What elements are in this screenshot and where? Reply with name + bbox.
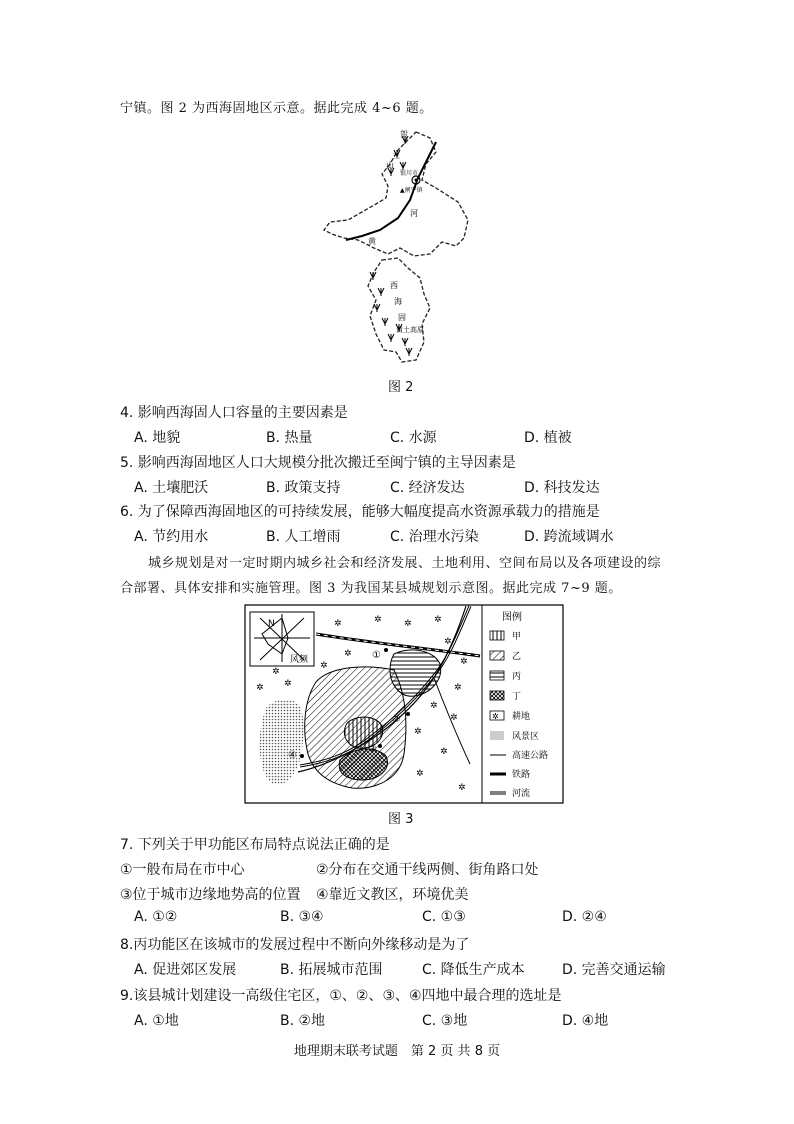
svg-text:✲: ✲ xyxy=(450,713,458,723)
label-river: 河 xyxy=(410,209,418,218)
page-footer: 地理期末联考试题 第 2 页 共 8 页 xyxy=(293,1044,501,1059)
q7-option-b[interactable]: B. ③④ xyxy=(280,909,324,925)
wind-label: 风频 xyxy=(290,655,309,665)
label-shan: 山 xyxy=(386,161,394,170)
figure-2-map xyxy=(318,128,478,368)
legend-ding: 丁 xyxy=(512,692,522,702)
svg-text:✲: ✲ xyxy=(414,727,422,737)
q6-option-b[interactable]: B. 人工增雨 xyxy=(266,529,341,545)
legend-jia: 甲 xyxy=(512,632,522,642)
legend-railway: 铁路 xyxy=(512,770,531,780)
label-huang: 黄 xyxy=(368,237,376,246)
svg-text:✲: ✲ xyxy=(434,615,442,625)
label-he: 贺 xyxy=(400,130,408,139)
svg-text:✲: ✲ xyxy=(284,679,292,689)
svg-text:✲: ✲ xyxy=(404,619,412,629)
q5-option-c[interactable]: C. 经济发达 xyxy=(390,480,465,496)
svg-text:✲: ✲ xyxy=(344,649,352,659)
q4-option-d[interactable]: D. 植被 xyxy=(524,430,572,446)
legend-scenic: 风景区 xyxy=(512,732,540,742)
site-2: ② xyxy=(392,714,401,725)
question-9-stem: 9.该县城计划建设一高级住宅区，①、②、③、④四地中最合理的选址是 xyxy=(120,988,562,1004)
svg-text:✲: ✲ xyxy=(374,615,382,625)
q9-option-c[interactable]: C. ③地 xyxy=(422,1013,468,1029)
q4-option-c[interactable]: C. 水源 xyxy=(390,430,437,446)
q5-option-a[interactable]: A. 土壤肥沃 xyxy=(134,480,209,496)
q9-option-d[interactable]: D. ④地 xyxy=(562,1013,609,1029)
label-yinchuan: 银川市 xyxy=(400,170,419,177)
svg-text:✲: ✲ xyxy=(256,683,264,693)
legend-yi: 乙 xyxy=(512,652,522,662)
q7-option-a[interactable]: A. ①② xyxy=(134,909,178,925)
q4-option-a[interactable]: A. 地貌 xyxy=(134,430,181,446)
q8-option-d[interactable]: D. 完善交通运输 xyxy=(562,962,666,978)
q7-statement-1: ①一般布局在市中心 xyxy=(120,862,245,878)
site-1: ① xyxy=(372,650,381,661)
svg-text:✲: ✲ xyxy=(416,769,424,779)
svg-text:✲: ✲ xyxy=(444,637,452,647)
q9-option-a[interactable]: A. ①地 xyxy=(134,1013,179,1029)
svg-text:✲: ✲ xyxy=(454,683,462,693)
svg-text:✲: ✲ xyxy=(440,747,448,757)
svg-text:✲: ✲ xyxy=(430,701,438,711)
label-xi: 西 xyxy=(390,281,398,290)
question-8-stem: 8.丙功能区在该城市的发展过程中不断向外缘移动是为了 xyxy=(120,937,470,953)
q4-option-b[interactable]: B. 热量 xyxy=(266,430,313,446)
q7-option-c[interactable]: C. ①③ xyxy=(422,909,466,925)
figure-3-map xyxy=(244,604,564,804)
intro-text-2-line-2: 合部署、具体安排和实施管理。图 3 为我国某县城规划示意图。据此完成 7~9 题。 xyxy=(120,581,622,596)
q8-option-b[interactable]: B. 拓展城市范围 xyxy=(280,962,383,978)
q6-option-c[interactable]: C. 治理水污染 xyxy=(390,529,479,545)
label-loess: 黄土高原 xyxy=(396,326,424,334)
svg-text:✲: ✲ xyxy=(492,712,499,721)
legend-title: 图例 xyxy=(502,612,522,623)
q5-option-d[interactable]: D. 科技发达 xyxy=(524,480,600,496)
label-minning: ▲闸宁镇 xyxy=(400,187,423,194)
q6-option-d[interactable]: D. 跨流域调水 xyxy=(524,529,614,545)
q7-statement-3: ③位于城市边缘地势高的位置 xyxy=(120,887,301,903)
figure-3-caption: 图 3 xyxy=(388,812,414,827)
label-gu: 固 xyxy=(398,313,406,322)
question-5-stem: 5. 影响西海固地区人口大规模分批次搬迁至闽宁镇的主导因素是 xyxy=(120,455,516,471)
q7-option-d[interactable]: D. ②④ xyxy=(562,909,607,925)
intro-text-2-line-1: 城乡规划是对一定时期内城乡社会和经济发展、土地利用、空间布局以及各项建设的综 xyxy=(148,556,662,571)
label-hai: 海 xyxy=(394,297,402,306)
q9-option-b[interactable]: B. ②地 xyxy=(280,1013,326,1029)
q6-option-a[interactable]: A. 节约用水 xyxy=(134,529,209,545)
q7-statement-4: ④靠近文教区，环境优美 xyxy=(316,887,469,903)
q8-option-c[interactable]: C. 降低生产成本 xyxy=(422,962,525,978)
svg-text:✲: ✲ xyxy=(320,661,328,671)
intro-text-1: 宁镇。图 2 为西海固地区示意。据此完成 4~6 题。 xyxy=(120,101,433,116)
q8-option-a[interactable]: A. 促进郊区发展 xyxy=(134,962,237,978)
svg-text:✲: ✲ xyxy=(272,667,280,677)
q7-statement-2: ②分布在交通干线两侧、街角路口处 xyxy=(316,862,539,878)
question-4-stem: 4. 影响西海固人口容量的主要因素是 xyxy=(120,405,348,421)
label-lan: 兰 xyxy=(392,151,400,160)
site-3: ③ xyxy=(368,744,377,755)
legend-highway: 高速公路 xyxy=(512,751,549,761)
question-7-stem: 7. 下列关于甲功能区布局特点说法正确的是 xyxy=(120,837,390,853)
svg-text:✲: ✲ xyxy=(334,619,342,629)
svg-text:✲: ✲ xyxy=(460,657,468,667)
site-4: ④ xyxy=(288,750,297,761)
figure-2-caption: 图 2 xyxy=(388,380,414,395)
legend-bing: 丙 xyxy=(512,672,522,682)
svg-text:✲: ✲ xyxy=(458,783,466,793)
north-label: N xyxy=(268,619,275,629)
legend-farmland: 耕地 xyxy=(512,712,531,722)
question-6-stem: 6. 为了保障西海固地区的可持续发展，能够大幅度提高水资源承载力的措施是 xyxy=(120,504,600,520)
q5-option-b[interactable]: B. 政策支持 xyxy=(266,480,341,496)
legend-river: 河流 xyxy=(512,789,531,799)
